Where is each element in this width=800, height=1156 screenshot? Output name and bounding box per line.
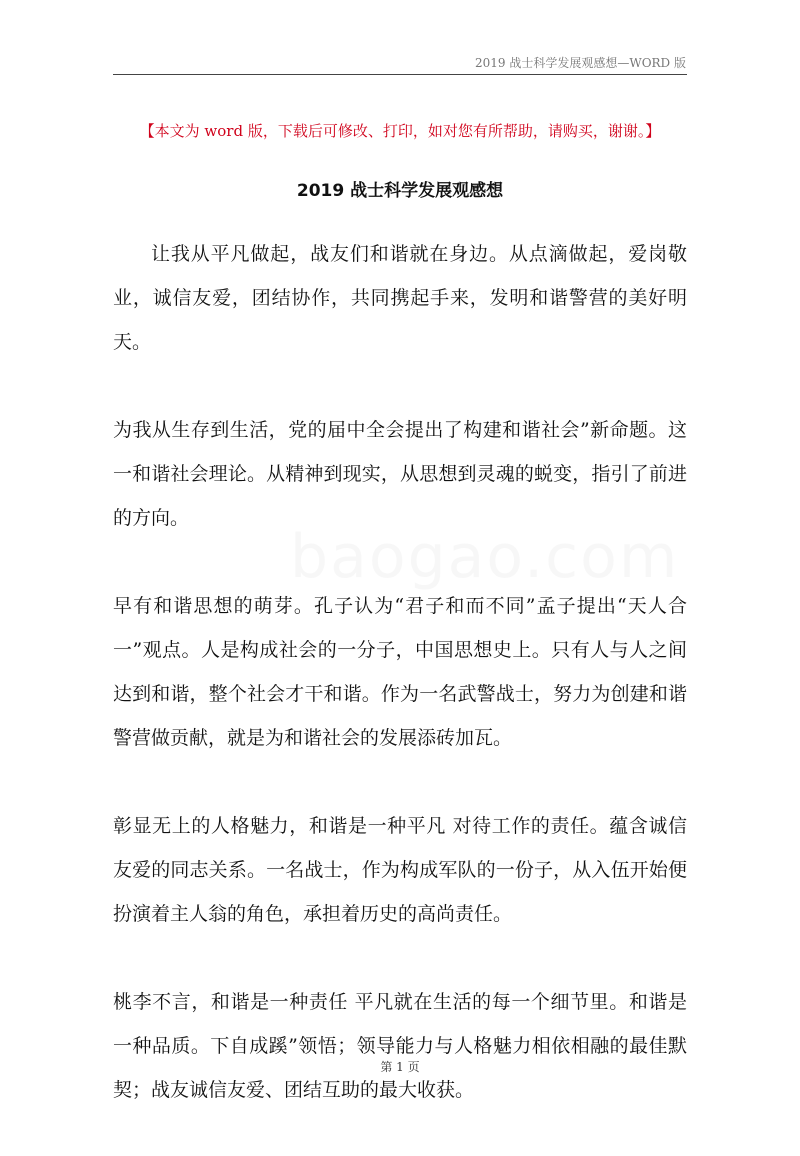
paragraph-3: 早有和谐思想的萌芽。孔子认为“君子和而不同”孟子提出“天人合一”观点。人是构成社会的一分子，中国思想史上。只有人与人之间达到和谐，整个社会才干和谐。作为一名武警战士，努力为创建和谐警营做贡献，就是为和谐社会的发展添砖加瓦。 <box>113 595 687 749</box>
paragraph-4: 彰显无上的人格魅力，和谐是一种平凡 对待工作的责任。蕴含诚信友爱的同志关系。一名战士，作为构成军队的一份子，从入伍开始便扮演着主人翁的角色，承担着历史的高尚责任。 <box>113 815 687 925</box>
header-divider <box>113 74 687 75</box>
paragraph-1: 让我从平凡做起，战友们和谐就在身边。从点滴做起，爱岗敬业，诚信友爱，团结协作，共同携起手来，发明和谐警营的美好明天。 <box>113 243 687 353</box>
page-number: 第 1 页 <box>380 1060 420 1074</box>
purchase-notice: 【本文为 word 版，下载后可修改、打印，如对您有所帮助，请购买，谢谢。】 <box>139 122 661 140</box>
paragraph-2: 为我从生存到生活，党的届中全会提出了构建和谐社会”新命题。这一和谐社会理论。从精神到现实，从思想到灵魂的蜕变，指引了前进的方向。 <box>113 419 687 529</box>
watermark: baogao.com <box>290 522 680 592</box>
page-header: 2019 战士科学发展观感想—WORD 版 <box>475 56 686 70</box>
paragraph-5: 桃李不言，和谐是一种责任 平凡就在生活的每一个细节里。和谐是一种品质。下自成蹊”领悟；领导能力与人格魅力相依相融的最佳默契；战友诚信友爱、团结互助的最大收获。 <box>113 991 687 1101</box>
document-body <box>113 232 687 1156</box>
document-title: 2019 战士科学发展观感想 <box>296 181 504 201</box>
